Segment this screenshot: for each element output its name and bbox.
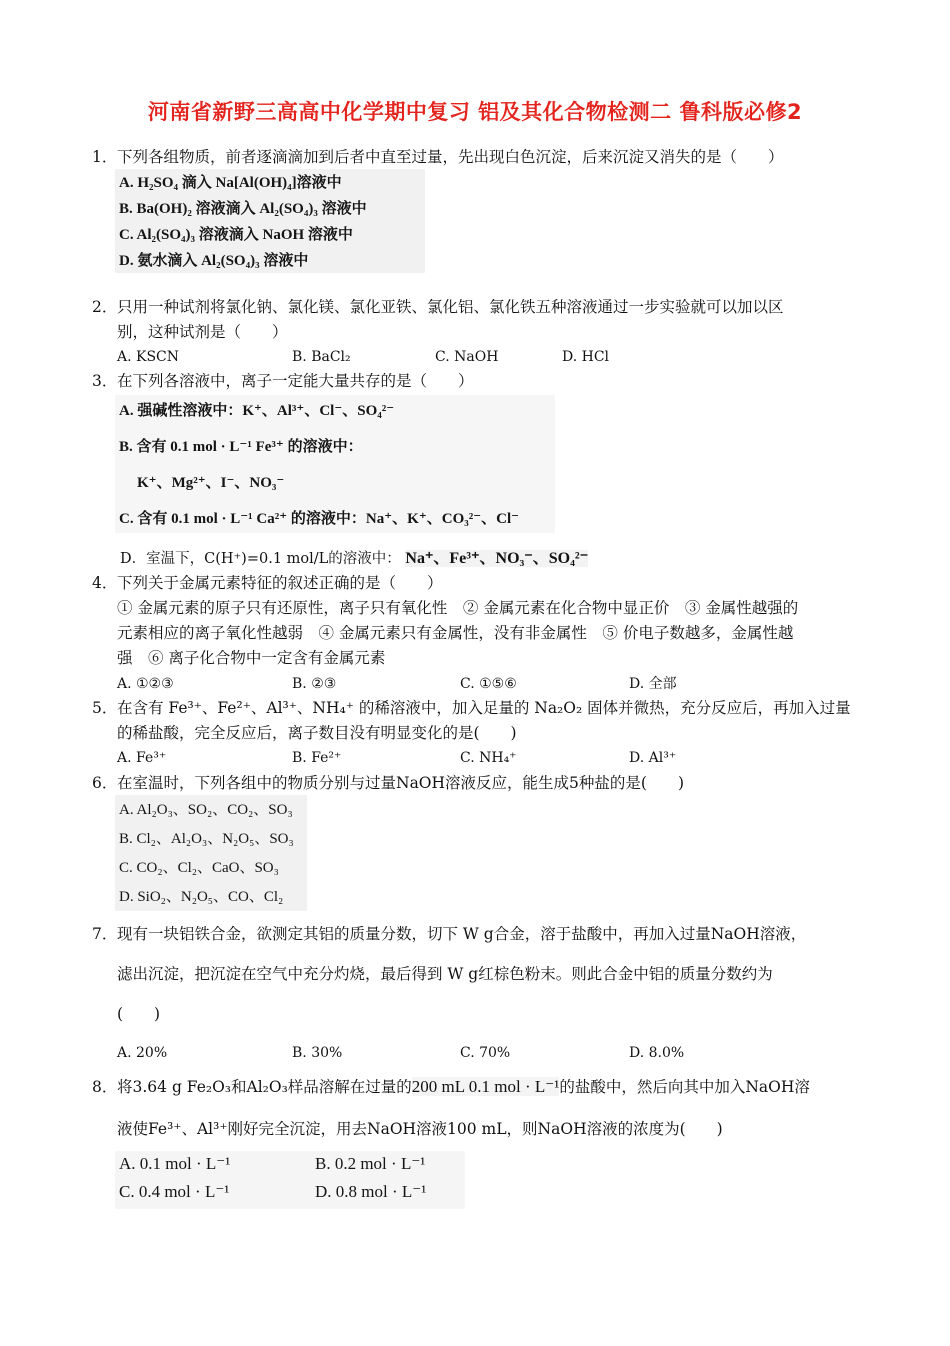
question-number: 7． xyxy=(92,925,118,943)
option-b: B. Cl₂、Al₂O₃、N₂O₅、SO₃ xyxy=(119,831,294,847)
q4-options xyxy=(117,673,817,695)
question-stem: 只用一种试剂将氯化钠、氯化镁、氯化亚铁、氯化铝、氯化铁五种溶液通过一步实验就可以加以区 xyxy=(117,298,784,316)
question-4 xyxy=(92,571,443,596)
question-stem: 在室温时，下列各组中的物质分别与过量NaOH溶液反应，能生成5种盐的是( ) xyxy=(117,774,684,792)
q5-options xyxy=(117,747,817,769)
question-stem: 下列各组物质，前者逐滴滴加到后者中直至过量，先出现白色沉淀，后来沉淀又消失的是（ ） xyxy=(117,148,784,166)
option-b: B. Fe²⁺ xyxy=(292,750,342,766)
question-2-line2: 别，这种试剂是（ ） xyxy=(117,323,288,341)
option-d: D. 0.8 mol · L⁻¹ xyxy=(315,1182,427,1201)
option-c: C. 0.4 mol · L⁻¹ xyxy=(119,1182,230,1201)
option-a: A. ①②③ xyxy=(117,676,174,692)
question-stem-part2: 的盐酸中，然后向其中加入NaOH溶 xyxy=(559,1078,810,1096)
option-d: D. 8.0% xyxy=(629,1045,685,1061)
q3-option-d xyxy=(120,546,588,572)
question-number: 8． xyxy=(92,1078,118,1096)
page-title: 河南省新野三高高中化学期中复习 铝及其化合物检测二 鲁科版必修2 xyxy=(147,100,803,124)
option-b-ions: K⁺、Mg²⁺、I⁻、NO₃⁻ xyxy=(137,475,285,491)
option-b: B. 含有 0.1 mol · L⁻¹ Fe³⁺ 的溶液中： xyxy=(119,439,363,455)
question-7 xyxy=(92,922,806,947)
option-d: D. 氨水滴入 Al₂(SO₄)₃ 溶液中 xyxy=(119,253,309,269)
option-d: D. HCl xyxy=(562,349,610,365)
question-stem: 现有一块铝铁合金，欲测定其铝的质量分数，切下 W g合金，溶于盐酸中，再加入过量NaOH溶液， xyxy=(117,925,807,943)
option-c: C. CO₂、Cl₂、CaO、SO₃ xyxy=(119,860,279,876)
option-a: A. 20% xyxy=(117,1045,168,1061)
option-d: D. Al³⁺ xyxy=(629,750,677,766)
q4-line-3: 强 ⑥ 离子化合物中一定含有金属元素 xyxy=(117,649,386,667)
question-stem-part1: 将3.64 g Fe₂O₃和Al₂O₃样品溶解在过量的 xyxy=(117,1078,412,1096)
q6-options-scan xyxy=(115,795,307,911)
q5-line-2: 的稀盐酸，完全反应后，离子数目没有明显变化的是( ) xyxy=(117,724,517,742)
question-stem-formula: 200 mL 0.1 mol · L⁻¹ xyxy=(411,1077,560,1096)
question-number: 6． xyxy=(92,774,118,792)
question-1 xyxy=(92,145,862,170)
option-b: B. ②③ xyxy=(292,676,337,692)
question-stem: 下列关于金属元素特征的叙述正确的是（ ） xyxy=(117,574,443,592)
option-a: A. Fe³⁺ xyxy=(117,750,167,766)
option-c: C. NaOH xyxy=(435,349,499,365)
q2-options xyxy=(117,346,817,368)
option-d-text: D．室温下，C(H⁺)=0.1 mol/L的溶液中： xyxy=(120,551,401,567)
option-c: C. NH₄⁺ xyxy=(460,750,517,766)
option-b: B. BaCl₂ xyxy=(292,349,351,365)
option-a: A. 0.1 mol · L⁻¹ xyxy=(119,1154,231,1173)
question-number: 4． xyxy=(92,574,118,592)
option-b: B. Ba(OH)₂ 溶液滴入 Al₂(SO₄)₃ 溶液中 xyxy=(119,201,367,217)
option-a: A. Al₂O₃、SO₂、CO₂、SO₃ xyxy=(119,802,293,818)
option-d-ions: Na⁺、Fe³⁺、NO₃⁻、SO₄²⁻ xyxy=(405,550,589,567)
question-number: 1． xyxy=(92,148,118,166)
question-2 xyxy=(92,295,784,320)
question-stem: 在含有 Fe³⁺、Fe²⁺、Al³⁺、NH₄⁺ 的稀溶液中，加入足量的 Na₂O₂ 固体并微热，充分反应后，再加入过量 xyxy=(117,699,851,717)
option-b: B. 30% xyxy=(292,1045,343,1061)
question-8 xyxy=(92,1074,810,1100)
option-c: C. ①⑤⑥ xyxy=(460,676,517,692)
q7-options xyxy=(117,1042,817,1064)
option-b: B. 0.2 mol · L⁻¹ xyxy=(315,1154,426,1173)
q4-line-1: ① 金属元素的原子只有还原性，离子只有氧化性 ② 金属元素在化合物中显正价 ③ 金属性越强的 xyxy=(117,599,799,617)
question-number: 2． xyxy=(92,298,118,316)
question-number: 5． xyxy=(92,699,118,717)
option-a: A. 强碱性溶液中：K⁺、Al³⁺、Cl⁻、SO₄²⁻ xyxy=(119,403,395,419)
q7-line-2: 滤出沉淀，把沉淀在空气中充分灼烧，最后得到 W g红棕色粉末。则此合金中铝的质量分数约为 xyxy=(117,965,773,983)
option-d: D. SiO₂、N₂O₅、CO、Cl₂ xyxy=(119,889,284,905)
option-c: C. 含有 0.1 mol · L⁻¹ Ca²⁺ 的溶液中：Na⁺、K⁺、CO₃²⁻、Cl⁻ xyxy=(119,511,520,527)
q8-options-scan xyxy=(115,1151,465,1209)
q4-line-2: 元素相应的离子氧化性越弱 ④ 金属元素只有金属性，没有非金属性 ⑤ 价电子数越多，金属性越 xyxy=(117,624,794,642)
q7-line-3: ( ) xyxy=(117,1005,161,1023)
question-5 xyxy=(92,696,851,721)
question-number: 3． xyxy=(92,372,118,390)
option-c: C. 70% xyxy=(460,1045,511,1061)
option-d: D. 全部 xyxy=(629,676,677,692)
question-3 xyxy=(92,369,474,394)
option-a: A. KSCN xyxy=(117,349,180,365)
option-a: A. H₂SO₄ 滴入 Na[Al(OH)₄]溶液中 xyxy=(119,175,342,191)
question-stem: 在下列各溶液中，离子一定能大量共存的是（ ） xyxy=(117,372,474,390)
option-c: C. Al₂(SO₄)₃ 溶液滴入 NaOH 溶液中 xyxy=(119,227,353,243)
question-6 xyxy=(92,771,684,796)
q8-line-2: 液使Fe³⁺、Al³⁺刚好完全沉淀，用去NaOH溶液100 mL，则NaOH溶液的浓度为( ) xyxy=(117,1120,723,1138)
q3-options-scan xyxy=(115,395,555,533)
q1-options-scan xyxy=(115,169,425,273)
